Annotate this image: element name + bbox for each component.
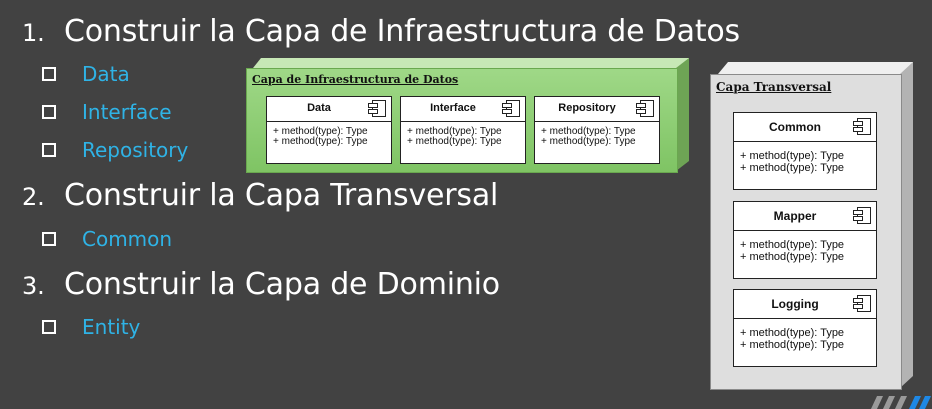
checkbox-bullet-icon xyxy=(42,67,56,81)
component-logging xyxy=(733,289,877,367)
checkbox-bullet-icon xyxy=(42,320,56,334)
component-method: + method(type): Type xyxy=(541,136,636,147)
section-1-heading xyxy=(22,14,740,49)
component-method: + method(type): Type xyxy=(740,339,845,351)
component-method: + method(type): Type xyxy=(740,239,845,251)
section-number: 3. xyxy=(22,272,45,300)
package-3d-top xyxy=(253,58,689,68)
section-number: 2. xyxy=(22,183,45,211)
bullet-item xyxy=(42,62,130,86)
component-method: + method(type): Type xyxy=(541,126,636,137)
bullet-item xyxy=(42,315,140,339)
component-icon xyxy=(640,100,654,117)
component-method: + method(type): Type xyxy=(273,126,368,137)
component-interface xyxy=(400,96,526,164)
infra-package-title: Capa de Infraestructura de Datos xyxy=(252,73,459,86)
section-title: Construir la Capa de Dominio xyxy=(64,267,500,302)
component-icon xyxy=(857,118,871,135)
bullet-item-label: Common xyxy=(82,227,173,251)
section-title: Construir la Capa de Infraestructura de Datos xyxy=(64,14,740,49)
bullet-item xyxy=(42,138,188,162)
transversal-package-title: Capa Transversal xyxy=(716,80,832,94)
section-number: 1. xyxy=(22,19,45,47)
decorative-stripes xyxy=(868,396,932,409)
bullet-item xyxy=(42,100,172,124)
section-3-heading xyxy=(22,267,500,302)
component-repository xyxy=(534,96,660,164)
component-icon xyxy=(857,295,871,312)
component-name: Mapper xyxy=(773,209,817,223)
bullet-item-label: Entity xyxy=(82,315,141,339)
component-name: Interface xyxy=(430,102,476,114)
component-icon xyxy=(506,100,520,117)
bullet-item-label: Data xyxy=(82,62,130,86)
bullet-item-label: Interface xyxy=(82,100,172,124)
component-name: Repository xyxy=(558,102,616,114)
checkbox-bullet-icon xyxy=(42,143,56,157)
component-name: Logging xyxy=(771,297,819,311)
component-mapper xyxy=(733,201,877,279)
component-common xyxy=(733,112,877,190)
component-name: Common xyxy=(769,120,821,134)
component-method: + method(type): Type xyxy=(740,327,845,339)
component-icon xyxy=(857,207,871,224)
checkbox-bullet-icon xyxy=(42,232,56,246)
component-name: Data xyxy=(307,102,331,114)
component-method: + method(type): Type xyxy=(740,251,845,263)
section-2-heading xyxy=(22,178,498,213)
component-method: + method(type): Type xyxy=(407,126,502,137)
bullet-item-label: Repository xyxy=(82,138,189,162)
checkbox-bullet-icon xyxy=(42,105,56,119)
section-title: Construir la Capa Transversal xyxy=(64,178,499,213)
component-icon xyxy=(372,100,386,117)
component-method: + method(type): Type xyxy=(740,150,845,162)
component-method: + method(type): Type xyxy=(407,136,502,147)
component-data xyxy=(266,96,392,164)
component-method: + method(type): Type xyxy=(273,136,368,147)
component-method: + method(type): Type xyxy=(740,162,845,174)
package-3d-top xyxy=(718,62,913,74)
bullet-item xyxy=(42,227,172,251)
